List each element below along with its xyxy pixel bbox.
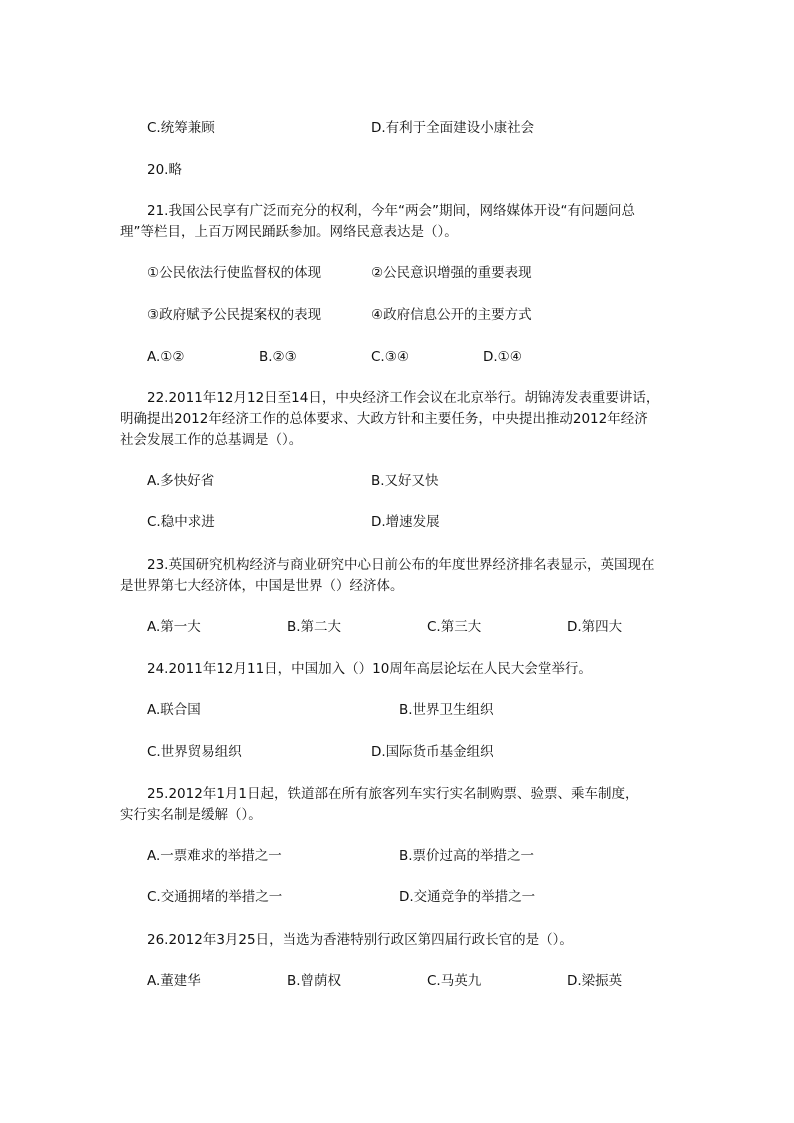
q25-stem-line1: 25.2012年1月1日起，铁道部在所有旅客列车实行实名制购票、验票、乘车制度，: [147, 786, 639, 802]
q23-stem-line2: 是世界第七大经济体，中国是世界（）经济体。: [120, 578, 404, 594]
q19-option-c: C.统筹兼顾: [147, 120, 215, 136]
q23-option-a: A.第一大: [147, 619, 201, 635]
q24-option-a: A.联合国: [147, 702, 201, 718]
q21-item-2: ②公民意识增强的重要表现: [371, 265, 532, 281]
q21-stem-line2: 理”等栏目，上百万网民踊跃参加。网络民意表达是（）。: [120, 224, 458, 240]
q21-item-3: ③政府赋予公民提案权的表现: [147, 307, 322, 323]
q20-stem: 20.略: [147, 162, 182, 178]
q24-option-b: B.世界卫生组织: [399, 702, 494, 718]
q24-option-d: D.国际货币基金组织: [371, 744, 494, 760]
q22-option-b: B.又好又快: [371, 473, 439, 489]
q26-stem: 26.2012年3月25日，当选为香港特别行政区第四届行政长官的是（）。: [147, 932, 573, 948]
q21-option-d: D.①④: [483, 349, 522, 365]
q22-option-a: A.多快好省: [147, 473, 215, 489]
q21-item-1: ①公民依法行使监督权的体现: [147, 265, 322, 281]
q25-option-a: A.一票难求的举措之一: [147, 848, 282, 864]
q26-option-a: A.董建华: [147, 973, 201, 989]
q24-option-c: C.世界贸易组织: [147, 744, 242, 760]
q26-option-b: B.曾荫权: [287, 973, 342, 989]
q23-option-b: B.第二大: [287, 619, 342, 635]
q21-option-c: C.③④: [371, 349, 409, 365]
q25-option-d: D.交通竞争的举措之一: [399, 889, 536, 905]
q22-stem-line3: 社会发展工作的总基调是（）。: [120, 432, 303, 448]
q22-option-d: D.增速发展: [371, 514, 440, 530]
q23-option-d: D.第四大: [567, 619, 623, 635]
q23-option-c: C.第三大: [427, 619, 482, 635]
q22-stem-line2: 明确提出2012年经济工作的总体要求、大政方针和主要任务，中央提出推动2012年经济: [120, 411, 648, 427]
q21-item-4: ④政府信息公开的主要方式: [371, 307, 532, 323]
q21-option-a: A.①②: [147, 349, 185, 365]
q26-option-c: C.马英九: [427, 973, 482, 989]
q26-option-d: D.梁振英: [567, 973, 623, 989]
q24-stem: 24.2011年12月11日，中国加入（）10周年高层论坛在人民大会堂举行。: [147, 661, 592, 677]
q22-option-c: C.稳中求进: [147, 514, 215, 530]
q25-option-c: C.交通拥堵的举措之一: [147, 889, 283, 905]
q21-stem-line1: 21.我国公民享有广泛而充分的权利，今年“两会”期间，网络媒体开设“有问题问总: [147, 203, 635, 219]
q25-option-b: B.票价过高的举措之一: [399, 848, 535, 864]
q23-stem-line1: 23.英国研究机构经济与商业研究中心日前公布的年度世界经济排名表显示，英国现在: [147, 557, 655, 573]
q25-stem-line2: 实行实名制是缓解（）。: [120, 807, 262, 823]
q19-option-d: D.有利于全面建设小康社会: [371, 120, 535, 136]
q22-stem-line1: 22.2011年12月12日至14日，中央经济工作会议在北京举行。胡锦涛发表重要讲话，: [147, 390, 660, 406]
q21-option-b: B.②③: [259, 349, 297, 365]
